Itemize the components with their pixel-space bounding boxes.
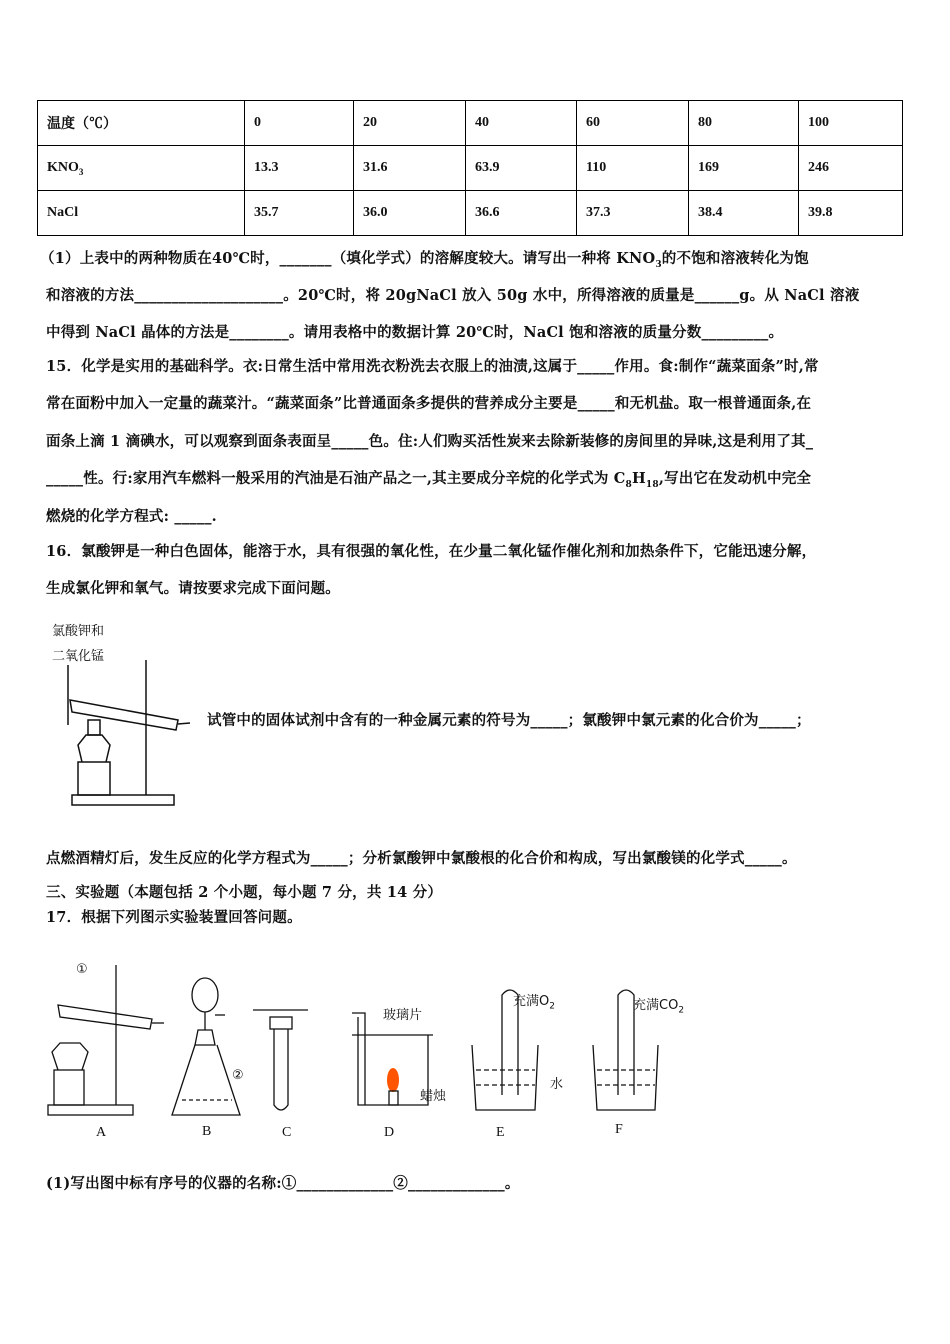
section-3-heading: 三、实验题（本题包括 2 个小题，每小题 7 分，共 14 分）	[46, 884, 443, 901]
text: ,写出它在发动机中完全	[658, 470, 812, 487]
figure-label-b: B	[202, 1124, 212, 1139]
subscript: 3	[655, 259, 662, 270]
q15-line-2: 常在面粉中加入一定量的蔬菜汁。“蔬菜面条”比普通面条多提供的营养成分主要是_____和无机盐。取一根普通面条,在	[46, 395, 812, 412]
table-row	[38, 146, 903, 191]
table-row	[38, 191, 903, 236]
q16-side-text: 试管中的固体试剂中含有的一种金属元素的符号为_____；氯酸钾中氯元素的化合价为_____；	[207, 712, 811, 729]
subscript: 18	[645, 479, 659, 490]
table-cell: 36.6	[466, 191, 577, 236]
q14-line-1	[40, 247, 809, 270]
label-glass-plate: 玻璃片	[383, 1008, 423, 1023]
table-cell: 39.8	[799, 191, 903, 236]
heating-apparatus-figure	[40, 640, 210, 820]
q15-line-5: 燃烧的化学方程式: _____.	[46, 508, 217, 525]
q14-line-3: 中得到 NaCl 晶体的方法是________。请用表格中的数据计算 20℃时，NaCl 饱和溶液的质量分数_________。	[46, 324, 784, 341]
table-cell: 20	[354, 101, 466, 146]
table-header-row	[38, 101, 903, 146]
table-cell: 100	[799, 101, 903, 146]
label-o2	[513, 990, 555, 1012]
q14-line-2: 和溶液的方法____________________。20℃时，将 20gNaCl 放入 50g 水中，所得溶液的质量是______g。从 NaCl 溶液	[46, 287, 860, 304]
text: 充满CO	[633, 998, 679, 1013]
q16-line-2: 生成氯化钾和氧气。请按要求完成下面问题。	[46, 580, 340, 597]
text: H	[632, 470, 646, 487]
table-cell: 37.3	[577, 191, 689, 236]
table-cell: 110	[577, 146, 689, 191]
figure-label-a: A	[96, 1125, 107, 1140]
table-cell: 40	[466, 101, 577, 146]
figure-label-d: D	[384, 1125, 395, 1140]
figure-label-e: E	[496, 1125, 505, 1140]
figure-label: 氯酸钾和	[52, 624, 105, 639]
q16-line-1: 16．氯酸钾是一种白色固体，能溶于水，具有很强的氧化性，在少量二氧化锰作催化剂和加热条件下，它能迅速分解，	[46, 543, 817, 560]
q17-title: 17．根据下列图示实验装置回答问题。	[46, 909, 302, 926]
figure-label-c: C	[282, 1125, 292, 1140]
table-cell: 31.6	[354, 146, 466, 191]
label-co2	[633, 994, 684, 1016]
q16-line-3: 点燃酒精灯后，发生反应的化学方程式为_____；分析氯酸钾中氯酸根的化合价和构成，写出氯酸镁的化学式_____。	[46, 850, 797, 867]
subscript: 2	[678, 1005, 685, 1016]
figure-label: 二氧化锰	[52, 649, 105, 664]
marker-1: ①	[76, 962, 88, 977]
label-candle: 蜡烛	[420, 1089, 447, 1104]
table-cell: 35.7	[245, 191, 354, 236]
table-cell: 60	[577, 101, 689, 146]
label-water: 水	[550, 1077, 564, 1092]
solubility-table	[37, 100, 903, 236]
text: 充满O	[513, 994, 550, 1009]
q17-part-1: (1)写出图中标有序号的仪器的名称:①_____________②_____________。	[46, 1175, 520, 1192]
table-cell: 温度（℃）	[38, 101, 245, 146]
experiment-apparatus-figure	[40, 955, 700, 1120]
table-cell: 13.3	[245, 146, 354, 191]
q15-line-1: 15．化学是实用的基础科学。衣:日常生活中常用洗衣粉洗去衣服上的油渍,这属于_____作用。食:制作“蔬菜面条”时,常	[46, 358, 819, 375]
subscript: 3	[78, 166, 84, 177]
table-cell: 38.4	[689, 191, 799, 236]
text: （1）上表中的两种物质在40℃时，_______（填化学式）的溶解度较大。请写出一种将 KNO	[40, 250, 656, 267]
table-cell: 0	[245, 101, 354, 146]
subscript: 2	[549, 1001, 555, 1012]
table-cell: 36.0	[354, 191, 466, 236]
table-cell: 63.9	[466, 146, 577, 191]
subscript: 8	[625, 479, 633, 490]
table-cell	[38, 146, 245, 191]
q15-line-3: 面条上滴 1 滴碘水，可以观察到面条表面呈_____色。住:人们购买活性炭来去除新装修的房间里的异味,这是利用了其_	[46, 433, 814, 450]
table-cell: 169	[689, 146, 799, 191]
q15-line-4	[46, 467, 811, 490]
table-cell: 246	[799, 146, 903, 191]
table-cell: 80	[689, 101, 799, 146]
table-cell: NaCl	[38, 191, 245, 236]
text: _____性。行:家用汽车燃料一般采用的汽油是石油产品之一,其主要成分辛烷的化学式为 C	[46, 470, 626, 487]
marker-2: ②	[232, 1068, 244, 1083]
row-label: KNO	[47, 159, 79, 175]
text: 的不饱和溶液转化为饱	[661, 250, 809, 267]
figure-label-f: F	[615, 1122, 623, 1137]
